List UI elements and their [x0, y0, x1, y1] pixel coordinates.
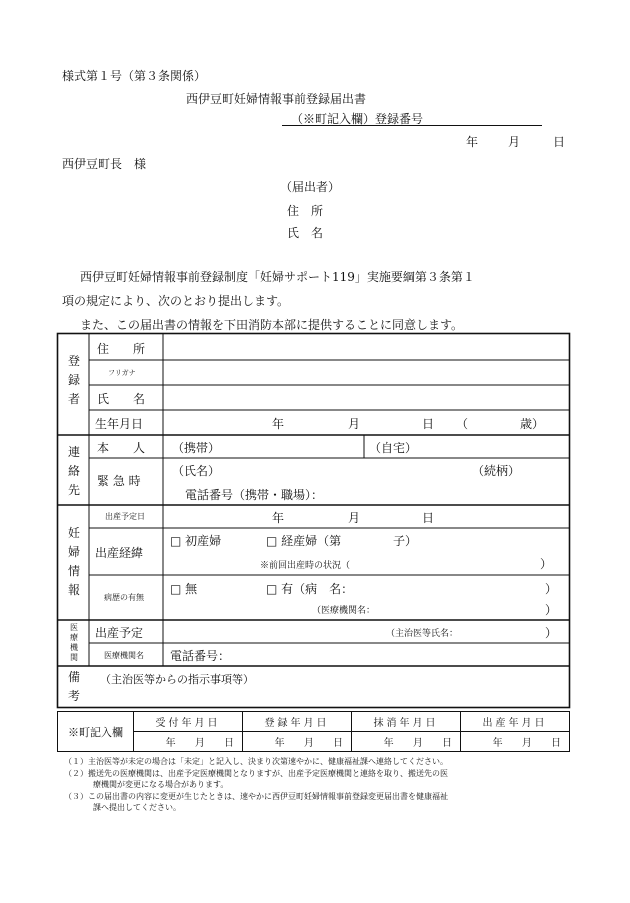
- registrant-heading-char: 者: [67, 392, 80, 406]
- office-day: 日: [224, 738, 234, 749]
- office-day: 日: [442, 738, 452, 749]
- notes-field[interactable]: [90, 686, 568, 706]
- previous-birth-label: ※前回出産時の状況（: [260, 561, 351, 571]
- office-month: 月: [521, 738, 532, 749]
- medical-heading: [60, 623, 88, 663]
- home-label: （自宅）: [369, 441, 418, 455]
- registrant-heading: [60, 352, 88, 409]
- form-title: 西伊豆町妊婦情報事前登録届出書: [186, 92, 367, 106]
- registrant-address-field[interactable]: [164, 335, 569, 359]
- footnote-3-cont: 課へ提出してください。: [93, 803, 181, 812]
- notes-heading: [60, 668, 88, 706]
- doctor-name-label: （主治医等氏名：: [386, 629, 459, 639]
- birth-day: 日: [422, 417, 435, 431]
- applicant-address-label: 住 所: [287, 204, 324, 218]
- office-date-cell[interactable]: [134, 732, 243, 752]
- illness-close: ）: [545, 582, 558, 596]
- intro-line-2: 項の規定により、次のとおり提出します。: [62, 294, 290, 308]
- office-column-header: 出産年月日: [461, 712, 570, 732]
- office-month: 月: [303, 738, 314, 749]
- illness-none-checkbox[interactable]: □ 無: [170, 582, 198, 596]
- pregnancy-heading-char: 情: [67, 564, 80, 578]
- birth-history-label: 出産経緯: [95, 546, 144, 560]
- registration-number-label: （※町記入欄）登録番号: [291, 112, 424, 126]
- office-date-cell[interactable]: [352, 732, 461, 752]
- multipara-checkbox[interactable]: □ 経産婦（第: [266, 534, 342, 548]
- office-day: 日: [333, 738, 343, 749]
- footnote-2-cont: 療機関が変更になる場合があります。: [93, 780, 229, 789]
- contact-heading-char: 先: [67, 483, 80, 497]
- pregnancy-heading-char: 報: [67, 583, 80, 597]
- medical-heading-char: 医: [70, 623, 78, 632]
- illness-has-checkbox[interactable]: □ 有（病 名：: [266, 582, 354, 596]
- emergency-phone-label: 電話番号（携帯・職場）：: [185, 488, 324, 502]
- office-column-header: 抹消年月日: [352, 712, 461, 732]
- registrant-name-field[interactable]: [164, 386, 569, 409]
- office-use-table: [57, 711, 570, 752]
- office-date-cell[interactable]: [461, 732, 570, 752]
- due-date-label: 出産予定日: [105, 512, 145, 521]
- contact-heading-char: 連: [67, 445, 80, 459]
- registrant-address-label: 住 所: [97, 342, 146, 356]
- office-day: 日: [551, 738, 561, 749]
- mobile-label: （携帯）: [172, 441, 221, 455]
- medical-heading-char: 関: [70, 653, 78, 662]
- office-year: 年: [165, 738, 176, 749]
- intro-line-1: 西伊豆町妊婦情報事前登録制度「妊婦サポート119」実施要綱第３条第１: [80, 270, 475, 284]
- birth-year: 年: [272, 417, 285, 431]
- pregnancy-heading-char: 妊: [67, 526, 80, 540]
- primipara-checkbox[interactable]: □ 初産婦: [170, 534, 222, 548]
- date-day: 日: [553, 135, 566, 149]
- office-column-header: 登録年月日: [243, 712, 352, 732]
- furigana-field[interactable]: [164, 361, 569, 384]
- office-header-row: [58, 712, 570, 732]
- office-year: 年: [383, 738, 394, 749]
- notes-heading-char: 考: [67, 689, 80, 703]
- furigana-label: フリガナ: [108, 369, 136, 377]
- footnote-1: （１）主治医等が未定の場合は「未定」と記入し、決まり次第速やかに、健康福祉課へ連絡してください。: [64, 757, 448, 766]
- facility-name-label: 医療機関名: [104, 651, 144, 660]
- office-date-cell[interactable]: [243, 732, 352, 752]
- registrant-heading-char: 登: [67, 354, 80, 368]
- footnote-2: （２）搬送先の医療機関は、出産予定医療機関となりますが、出産予定医療機関と連絡を取り、搬送先の医: [64, 769, 448, 778]
- doctor-name-close: ）: [545, 626, 558, 640]
- contact-heading: [60, 443, 88, 500]
- pregnancy-heading: [60, 524, 88, 600]
- registrant-heading-char: 録: [67, 373, 80, 387]
- age-open: （: [456, 417, 469, 431]
- notes-heading-char: 備: [67, 670, 80, 684]
- office-year: 年: [492, 738, 503, 749]
- illness-label: 病歴の有無: [104, 593, 144, 602]
- due-day: 日: [422, 511, 435, 525]
- emergency-name-label: （氏名）: [172, 464, 221, 478]
- contact-heading-char: 絡: [67, 464, 80, 478]
- form-number: 様式第１号（第３条関係）: [62, 69, 207, 83]
- due-year: 年: [272, 511, 285, 525]
- birth-date-label: 生年月日: [95, 417, 144, 431]
- registrant-name-label: 氏 名: [97, 392, 146, 406]
- medical-heading-char: 機: [70, 643, 78, 652]
- office-date-row: [58, 732, 570, 752]
- office-month: 月: [412, 738, 423, 749]
- applicant-heading: （届出者）: [280, 180, 341, 194]
- emergency-label: 緊 急 時: [97, 474, 141, 488]
- child-number-label: 子）: [393, 534, 418, 548]
- previous-birth-close: ）: [540, 557, 553, 571]
- illness-facility-close: ）: [545, 603, 558, 617]
- birth-month: 月: [348, 417, 361, 431]
- addressee: 西伊豆町長 様: [62, 157, 147, 171]
- date-year: 年: [466, 135, 479, 149]
- footnote-3: （３）この届出書の内容に変更が生じたときは、速やかに西伊豆町妊婦情報事前登録変更届出書を健康福祉: [64, 792, 448, 801]
- office-column-header: 受付年月日: [134, 712, 243, 732]
- office-year: 年: [274, 738, 285, 749]
- pregnancy-heading-char: 婦: [67, 545, 80, 559]
- due-month: 月: [348, 511, 361, 525]
- medical-heading-char: 療: [70, 633, 78, 642]
- office-month: 月: [194, 738, 205, 749]
- date-month: 月: [508, 135, 521, 149]
- illness-facility-label: （医療機関名：: [312, 606, 376, 616]
- self-label: 本 人: [97, 441, 146, 455]
- facility-phone-label: 電話番号：: [170, 649, 231, 663]
- intro-line-3: また、この届出書の情報を下田消防本部に提供することに同意します。: [80, 318, 464, 332]
- relation-label: （続柄）: [472, 464, 521, 478]
- planned-delivery-label: 出産予定: [95, 626, 144, 640]
- notes-instruction: （主治医等からの指示事項等）: [100, 673, 254, 686]
- applicant-name-label: 氏 名: [287, 226, 324, 240]
- age-unit: 歳）: [520, 417, 545, 431]
- office-use-label: ※町記入欄: [58, 712, 134, 752]
